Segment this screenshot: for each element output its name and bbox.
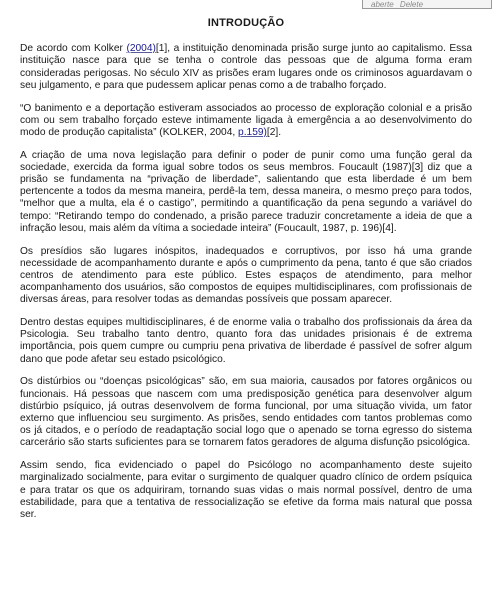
paragraph-4: Os presídios são lugares inóspitos, inadequados e corruptivos, por isso há uma grande necessidade de acompanhamento durante e após o cumprimento da pena, tanto é que são criados centros de atendimento para este público. Estes espaços de atendimento, para melhor acompanhamento dos usuários, são compostos de equipes multidisciplinares, com profissionais de diversas áreas, para resolver todas as demandas possíveis que possam aparecer.: [20, 245, 472, 306]
paragraph-1-text-after: [1], a instituição denominada prisão surge junto ao capitalismo. Essa instituição nasce para que se tenha o controle das pessoas que de alguma forma eram consideradas perigosas. No século XIV as prisões eram lugares onde os criminosos aguardavam o seu julgamento, e para que pudessem aplicar penas como a de trabalho forçado.: [20, 43, 472, 91]
paragraph-5: Dentro destas equipes multidisciplinares, é de enorme valia o trabalho dos profissionais da área da Psicologia. Seu trabalho tanto dentro, quanto fora das unidades prisionais é de extrema importância, pois quem cumpre ou cumpriu pena privativa de liberdade é passível de sofrer algum dano que pode afetar seu estado psicológico.: [20, 317, 472, 365]
paragraph-2: [20, 103, 472, 140]
document-body: [20, 17, 472, 532]
comment-balloon-item-2: Delete: [399, 0, 424, 9]
comment-balloon-item-1: aberte: [371, 0, 394, 9]
paragraph-6: Os distúrbios ou “doenças psicológicas” são, em sua maioria, causados por fatores orgânicos ou funcionais. Há pessoas que nascem com uma predisposição genética para desenvolver algum distúrbio psíquico, já outras desenvolvem de forma funcional, por uma situação vivida, um fator externo que influenciou seu surgimento. As prisões, sendo entidades com tantos problemas como os já citados, e o período de readaptação social logo que o apenado se torna egresso do sistema carcerário são starts suficientes para se tornarem fatos geradores de alguma disfunção psicológica.: [20, 376, 472, 449]
paragraph-2-text-before: “O banimento e a deportação estiveram associados ao processo de exploração colonial e a prisão com ou sem trabalho forçado esteve intimamente ligada à emergência a ao desenvolvimento do modo de produção capitalista” (KOLKER, 2004,: [20, 102, 472, 138]
paragraph-1: [20, 43, 472, 92]
citation-link-p159[interactable]: p.159): [238, 126, 267, 138]
paragraph-7: Assim sendo, fica evidenciado o papel do Psicólogo no acompanhamento deste sujeito marginalizado socialmente, para evitar o surgimento de qualquer quadro clínico de ordem psíquica e para tratar os que os adquiriram, tornando suas vidas o mais normal possível, dentro de uma estabilidade, para que a tentativa de ressocialização se efetive da forma mais natural que possa ser.: [20, 460, 472, 520]
document-title: INTRODUÇÃO: [207, 17, 285, 29]
paragraph-3: A criação de uma nova legislação para definir o poder de punir como uma função geral da sociedade, exercida da forma igual sobre todos os seus membros. Foucault (1987)[3] diz que a prisão se fundamenta na “privação de liberdade”, salientando que esta liberdade é um bem pertencente a todos da mesma maneira, perdê-la tem, dessa maneira, o mesmo preço para todos, “melhor que a multa, ela é o castigo”, permitindo a quantificação da pena segundo a variável do tempo: “Retirando tempo do condenado, a prisão parece traduzir concretamente a ideia de que a infração lesou, mais além da vítima a sociedade inteira” (Foucault, 1987, p. 196)[4].: [20, 149, 472, 234]
paragraph-1-text-before: De acordo com Kolker: [20, 43, 127, 55]
paragraph-2-text-after: [2].: [266, 126, 282, 138]
citation-link-kolker-2004[interactable]: (2004): [126, 43, 156, 55]
comment-balloon: [362, 0, 492, 9]
